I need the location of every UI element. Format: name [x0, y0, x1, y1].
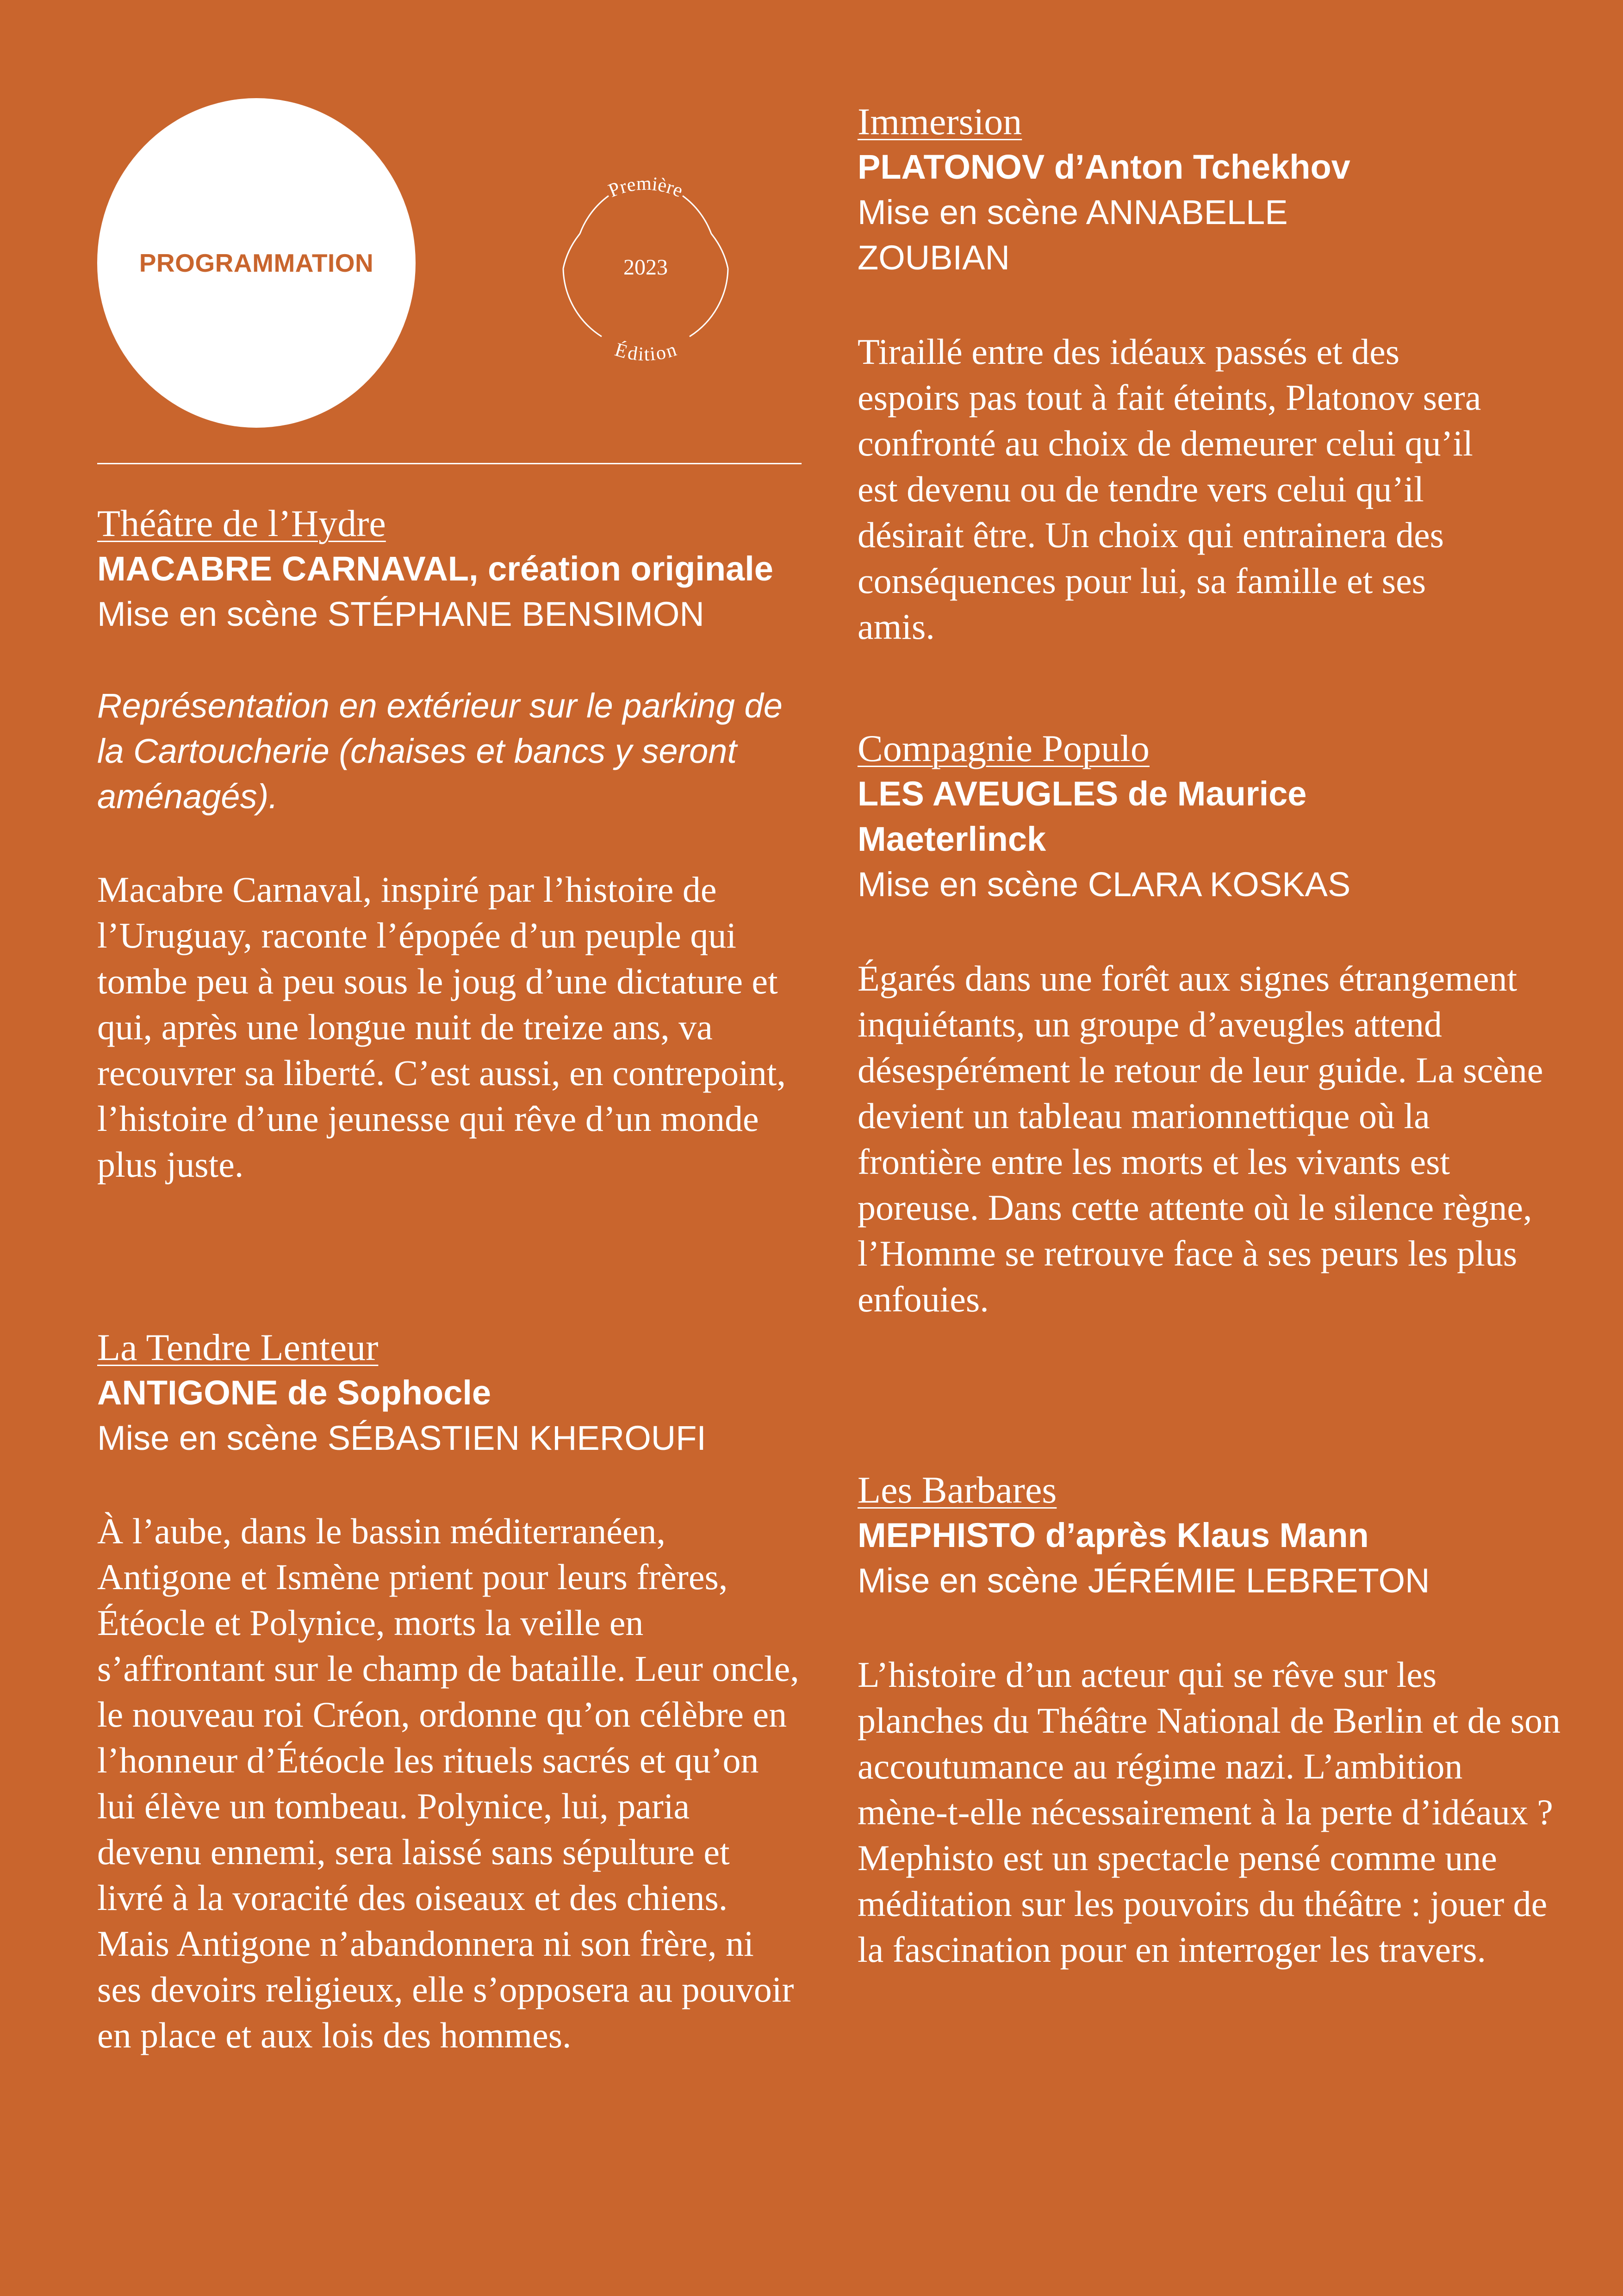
seal-top-text: Première	[605, 174, 686, 202]
seal-ring-left	[563, 234, 580, 268]
seal-ring-bottom-right	[690, 268, 728, 337]
show-title: PLATONOV d’Anton Tchekhov	[858, 148, 1350, 186]
show-title: ANTIGONE de Sophocle	[97, 1373, 491, 1412]
show-title: MACABRE CARNAVAL, création originale	[97, 549, 773, 588]
seal-ring-right	[711, 234, 728, 268]
show-director: Mise en scène SÉBASTIEN KHEROUFI	[97, 1419, 706, 1457]
company-name: La Tendre Lenteur	[97, 1326, 379, 1368]
show-description: Égarés dans une forêt aux signes étrangement inquiétants, un groupe d’aveugles attend désespérément le retour de leur guide. La scène devient un tableau marionnettique où la frontière entre les morts et les vivants est poreuse. Dans cette attente où le silence règne, l’Homme se retrouve face à ses peurs les plus enfouies.	[858, 958, 1543, 1319]
show-description: Tiraillé entre des idéaux passés et des espoirs pas tout à fait éteints, Platonov sera confronté au choix de demeurer celui qu’il est devenu ou de tendre vers celui qu’il désirait être. Un choix qui entrainera des conséquences pour lui, sa famille et ses amis.	[858, 331, 1481, 647]
show-description: L’histoire d’un acteur qui se rêve sur les planches du Théâtre National de Berlin et de son accoutumance au régime nazi. L’ambition mène-t-elle nécessairement à la perte d’idéaux ? Mephisto est un spectacle pensé comme une méditation sur les pouvoirs du théâtre : jouer de la fascination pour en interroger les travers.	[858, 1654, 1561, 1970]
show-entry-mephisto	[858, 1467, 1561, 1972]
show-entry-les-aveugles	[858, 726, 1561, 1322]
show-title: MEPHISTO d’après Klaus Mann	[858, 1516, 1369, 1554]
edition-seal	[553, 174, 738, 363]
programmation-badge	[97, 98, 416, 428]
seal-ring-top-right	[683, 196, 711, 234]
show-entry-macabre-carnaval	[97, 501, 801, 1187]
show-director: Mise en scène ANNABELLE ZOUBIAN	[858, 193, 1288, 277]
show-description: Macabre Carnaval, inspiré par l’histoire de l’Uruguay, raconte l’épopée d’un peuple qui tombe peu à peu sous le joug d’une dictature et qui, après une longue nuit de treize ans, va recouvrer sa liberté. C’est aussi, en contrepoint, l’histoire d’une jeunesse qui rêve d’un monde plus juste.	[97, 869, 786, 1185]
show-title: LES AVEUGLES de Maurice Maeterlinck	[858, 774, 1307, 858]
show-description: À l’aube, dans le bassin méditerranéen, Antigone et Ismène prient pour leurs frères, Étéocle et Polynice, morts la veille en s’affrontant sur le champ de bataille. Leur oncle, le nouveau roi Créon, ordonne qu’on célèbre en l’honneur d’Étéocle les rituels sacrés et qu’on lui élève un tombeau. Polynice, lui, paria devenu ennemi, sera laissé sans sépulture et livré à la voracité des oiseaux et des chiens. Mais Antigone n’abandonnera ni son frère, ni ses devoirs religieux, elle s’opposera au pouvoir en place et aux lois des hommes.	[97, 1511, 799, 2055]
header-divider	[97, 463, 802, 464]
company-name: Immersion	[858, 100, 1022, 143]
show-director: Mise en scène JÉRÉMIE LEBRETON	[858, 1561, 1430, 1600]
seal-year: 2023	[623, 255, 668, 280]
show-note: Représentation en extérieur sur le parking de la Cartoucherie (chaises et bancs y seront aménagés).	[97, 686, 783, 816]
company-name: Théâtre de l’Hydre	[97, 502, 386, 544]
show-director: Mise en scène STÉPHANE BENSIMON	[97, 595, 704, 633]
seal-ring-top-left	[580, 196, 609, 234]
seal-ring-bottom-left	[563, 268, 602, 337]
company-name: Compagnie Populo	[858, 727, 1150, 769]
show-entry-antigone	[97, 1325, 801, 2058]
badge-label: PROGRAMMATION	[139, 249, 374, 277]
company-name: Les Barbares	[858, 1469, 1057, 1511]
show-entry-platonov	[858, 99, 1561, 649]
show-director: Mise en scène CLARA KOSKAS	[858, 865, 1351, 904]
seal-bottom-text: Édition	[612, 339, 679, 363]
